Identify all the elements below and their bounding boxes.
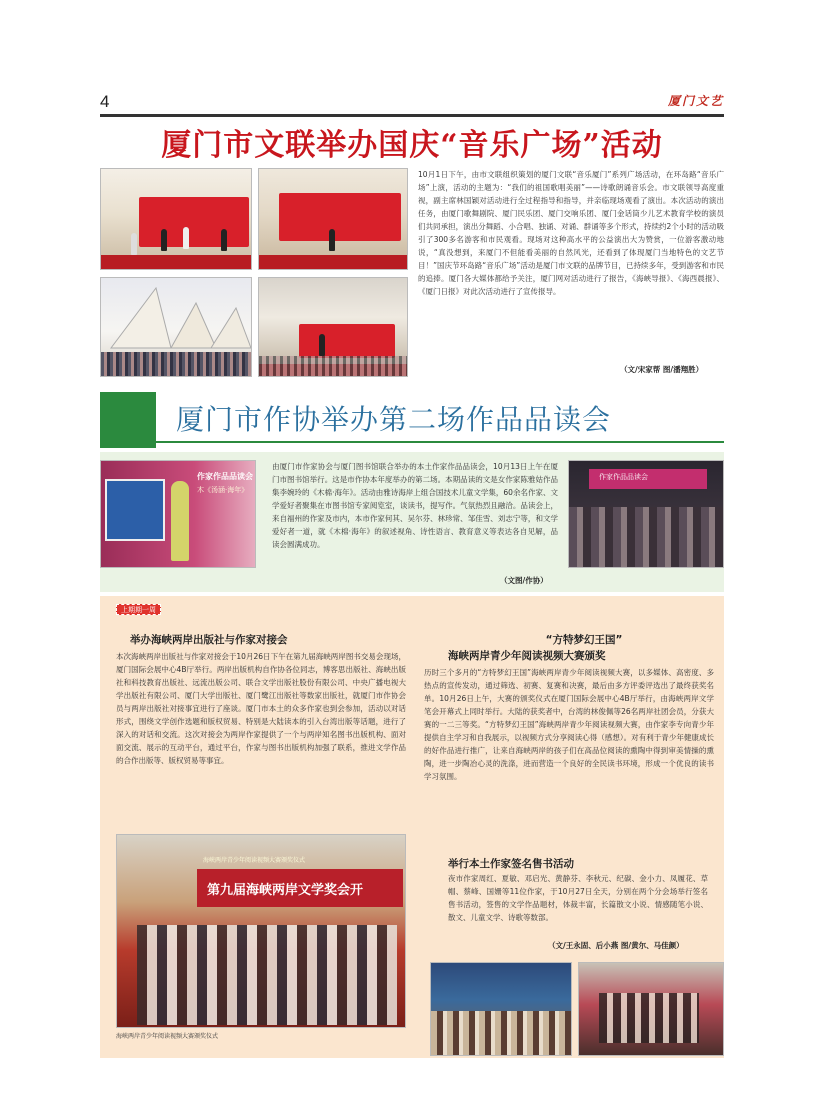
section3-right-photo-2 [578,962,724,1056]
section3-photo-sub: 海峡两岸青少年阅读视频大赛颁奖仪式 [203,857,306,864]
masthead-logo: 厦门文艺 [667,94,724,108]
article2-banner-left-sub: 木《汤涵·海年》 [197,486,249,494]
article1-photo-1 [100,168,252,270]
article2-body: 由厦门市作家协会与厦门图书馆联合举办的本土作家作品品读会，10月13日上午在厦门市图书馆举行。这是市作协本年度举办的第二场。本期品读的文是女作家陈雅姑作品集李婉玲的《木棉·海年》。活动由雅诗海岸上组合国技术儿童文学集，60余名作家、文学爱好者聚集在市图书馆专家阅览室，谈读书，提写作。气氛热烈且融洽。品读会上，来自福州的作家及市内，本市作家何其、吴尔芬、林珍常、邹佳雪、刘志宁等，和文学爱好者一道，就《木棉·海年》的叙述视角、诗性语言、教育意义等表达各自见解，品读会圆满成功。 [272,462,558,549]
section3-right1-title-line2: 海峡两岸青少年阅读视频大赛颁奖 [448,650,606,662]
article2-green-block [100,392,156,448]
section3-right2-title: 举行本土作家签名售书活动 [448,858,574,870]
article2-banner-right: 作家作品品读会 [599,473,648,481]
article2-photo-right [568,460,724,568]
article1-photo-3 [100,277,252,377]
page-number: 4 [100,92,110,111]
section3-right-photo-1 [430,962,572,1056]
article1-title: 厦门市文联举办国庆“音乐广场”活动 [161,128,663,163]
article2-rule [156,441,724,443]
article2-credit: （文图/作协） [500,576,548,585]
section3-right1-title-line1: “方特梦幻王国” [545,634,623,646]
section3-left-title: 举办海峡两岸出版社与作家对接会 [130,634,288,646]
header-rule [100,114,724,117]
section3-right2-credit: （文/王永固、后小燕 图/黄尔、马佳颜） [548,941,684,950]
section3-left-photo [116,834,406,1028]
article1-photo-4 [258,277,408,377]
section3-left-caption: 海峡两岸青少年阅读视频大赛颁奖仪式 [116,1033,219,1040]
article1-body: 10月1日下午，由市文联组织策划的厦门文联“音乐厦门”系列广场活动，在环岛路“音乐广场”上演，活动的主题为：“我们的祖国歌唱美丽”——诗歌朗诵音乐会。市文联领导高度重视，副主席林国颖对活动进行全过程指导和指导，并亲临现场观看了演出。本次活动的演出任务，由厦门歌舞剧院、厦门民乐团、厦门交响乐团、厦门金话筒少儿艺术教育学校的演员们共同承担，演出分舞蹈、小合唱、独诵、对诵、群诵等多个形式，持续约2个小时的活动吸引了300多名游客和市民观看。现场对这种高水平的公益演出大为赞赏，一位游客激动地说，“真没想到，来厦门不但能看美丽的自然风光，还看到了体现厦门当地特色的文艺节目！”国庆节环岛路“音乐广场”活动是厦门市文联的品牌节目，已持续多年，受到游客和市民的追捧。厦门各大媒体都给予关注，厦门网对活动进行了报告，《海峡导报》、《海西晨报》、《厦门日报》对此次活动进行了宣传报导。 [418,170,724,296]
article2-photo-left [100,460,256,568]
section3-right1-body: 历时三个多月的“方特梦幻王国”海峡两岸青少年阅读视频大赛，以多媒体、高密度、多热点的宣传发动，通过筛选、初赛、复赛和决赛，最后由多方评委评选出了最终获奖名单。10月26日上午，大赛的颁奖仪式在厦门国际会展中心4B厅举行，由海峡两岸文学笔会开幕式上同时举行。大陆的获奖者中，台湾的林俊佩等26名两岸社团会员，分获大赛的一二三等奖。“方特梦幻王国”海峡两岸青少年阅读视频大赛，由作家李专向青少年提供自主学习和自我展示，以视频方式分享阅读心得（感想）。对有利于青少年健康成长的好作品进行推广，让来自海峡两岸的孩子们在高品位阅读的熏陶中得到审美情操的熏陶，进一步陶冶心灵的洗涤，进而营造一个良好的全民读书环境，形成一个优良的读书学习氛围。 [424,668,714,781]
section3-left-body: 本次海峡两岸出版社与作家对接会于10月26日下午在第九届海峡两岸图书交易会现场，厦门国际会展中心4B厅举行。两岸出版机构自作协各位同志，博客思出版社、海峡出版社和科技教育出版社、远流出版公司、联合文学出版社股份有限公司、中央广播电视大学出版社有限公司、厦门大学出版社、厦门鹭江出版社等数家出版社，就厦门市作协会员与两岸出版社对接事宜进行了座谈。厦门市本土的众多作家也到会参加，活动以对话形式，围绕文学创作选题和版权贸易、特别是大陆读本的引入台湾出版等话题，进行了深入的对话和交流。这次对接会为两岸作家提供了一个与两岸知名图书出版机构、面对面交流、展示的互动平台，通过平台，作家与图书出版机构加强了联系，推进文学作品的合作出版等、版权贸易等事宜。 [116,652,406,765]
section3-photo-banner: 第九届海峡两岸文学奖会开 [207,883,364,898]
article1-credit: （文/宋家帮 图/潘翔胜） [620,365,704,374]
article2-title: 厦门市作协举办第二场作品品读会 [176,403,612,436]
section3-right2-body: 夜市作家周红、夏敏、邓启光、黄静芬、李秋元、纪碳、金小力、凤履花、草帽、蔡峰、国姗等11位作家，于10月27日全天，分别在两个分会场举行签名售书活动，签售的文学作品题材，体裁丰富，长篇散文小说、情感随笔小说、散文、儿童文学、诗歌等数部。 [448,874,708,922]
article2-banner-left: 作家作品品读会 [197,472,253,481]
section3-tag: 上期期一周 [116,604,161,615]
article1-photo-2 [258,168,408,270]
